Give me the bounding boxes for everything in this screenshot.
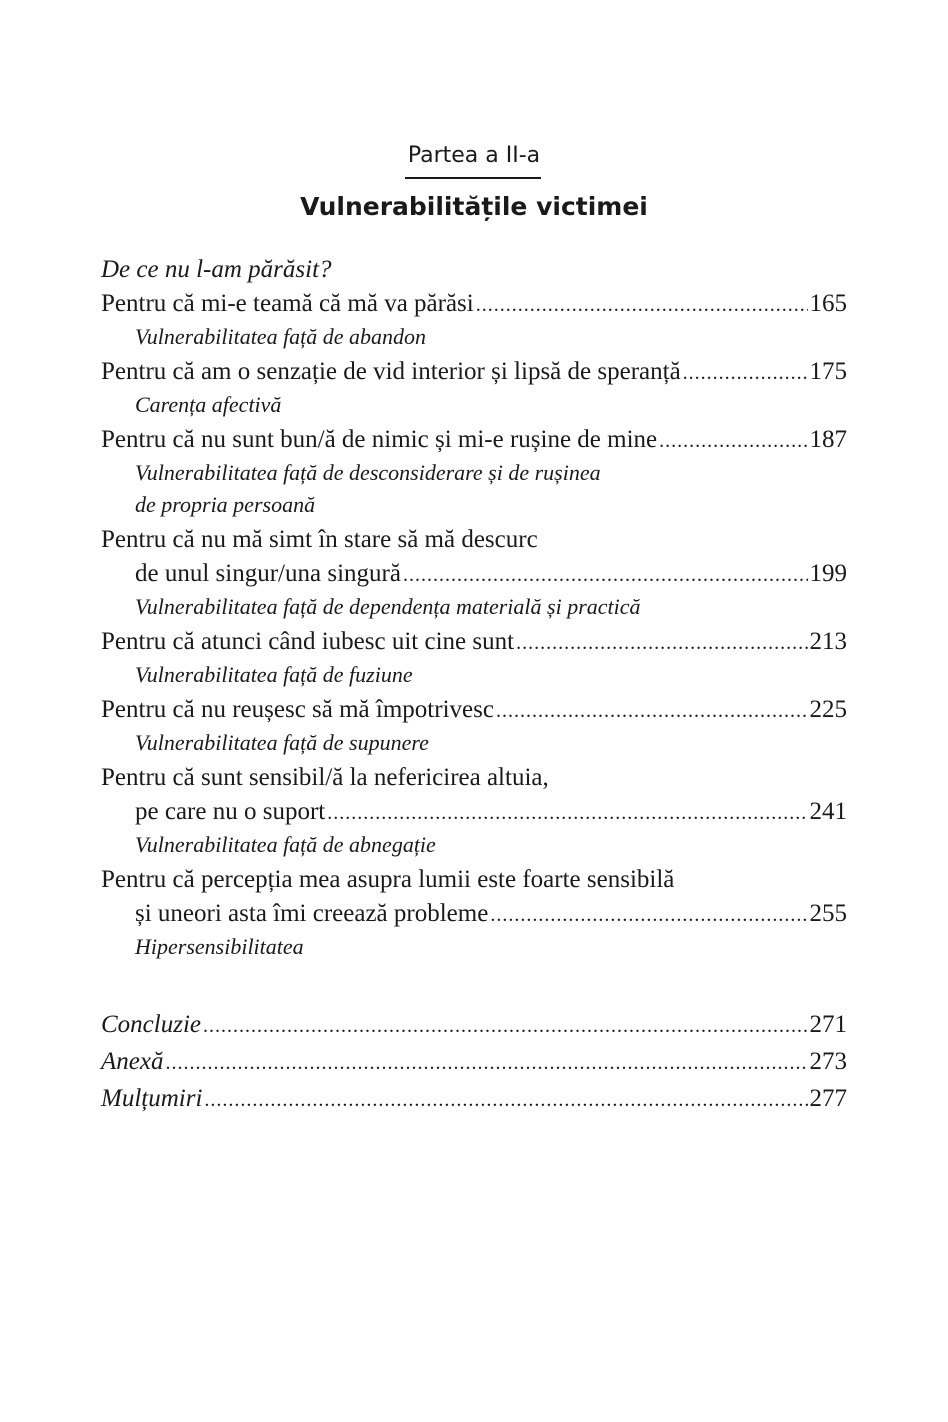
toc-entry-title: Pentru că nu reușesc să mă împotrivesc — [101, 696, 494, 723]
toc-entry-title-continued: și uneori asta îmi creează probleme — [135, 900, 489, 927]
part-heading-rule — [405, 177, 541, 179]
toc-entry-title: Pentru că nu sunt bun/ă de nimic și mi-e rușine de mine — [101, 426, 658, 453]
toc-entry-subtitle: Vulnerabilitatea față de desconsiderare și de rușinea — [135, 460, 601, 485]
toc-entry-title: Anexă — [101, 1048, 164, 1075]
part-heading: Partea a II-a — [407, 143, 541, 168]
page-number: 271 — [809, 1011, 847, 1038]
toc-entry[interactable] — [101, 287, 847, 353]
page-number: 225 — [809, 696, 847, 723]
section-question: De ce nu l-am părăsit? — [101, 256, 332, 283]
toc-entry-subtitle: Vulnerabilitatea față de supunere — [135, 730, 429, 755]
toc-entry-subtitle: Vulnerabilitatea față de abnegație — [135, 832, 436, 857]
dot-leader — [496, 694, 808, 728]
dot-leader — [165, 1045, 807, 1082]
toc-entry[interactable] — [101, 625, 847, 691]
toc-entry-title-continued: de unul singur/una singură — [135, 560, 401, 587]
dot-leader — [683, 356, 808, 390]
dot-leader — [327, 796, 807, 830]
toc-entry-title: Pentru că nu mă simt în stare să mă descurc — [101, 526, 538, 553]
dot-leader — [203, 1008, 808, 1045]
toc-entry-subtitle: Hipersensibilitatea — [135, 934, 304, 959]
page-number: 165 — [809, 290, 847, 317]
toc-entry-subtitle: Vulnerabilitatea față de abandon — [135, 324, 427, 349]
page-number: 241 — [809, 798, 847, 825]
toc-entry[interactable] — [101, 863, 847, 963]
toc-entry[interactable] — [101, 693, 847, 759]
dot-leader — [490, 898, 807, 932]
toc-entry-title: Pentru că atunci când iubesc uit cine sunt — [101, 628, 515, 655]
page-number: 277 — [809, 1085, 847, 1112]
page-number: 213 — [809, 628, 847, 655]
toc-entry[interactable] — [101, 423, 847, 521]
dot-leader — [659, 424, 807, 458]
toc-entry-title: Pentru că mi-e teamă că mă va părăsi — [101, 290, 474, 317]
page-number: 175 — [809, 358, 847, 385]
toc-entry-multumiri[interactable] — [101, 1080, 847, 1117]
toc-entry[interactable] — [101, 523, 847, 623]
toc-entry-title: Pentru că am o senzație de vid interior și lipsă de speranță — [101, 358, 681, 385]
toc-entry-subtitle-continued: de propria persoană — [135, 492, 316, 517]
toc-entry-title: Pentru că percepția mea asupra lumii este foarte sensibilă — [101, 866, 675, 893]
toc-entry[interactable] — [101, 761, 847, 861]
toc-entry-concluzie[interactable] — [101, 1006, 847, 1043]
toc-entry[interactable] — [101, 355, 847, 421]
page-number: 199 — [809, 560, 847, 587]
dot-leader — [476, 288, 808, 322]
dot-leader — [516, 626, 807, 660]
toc-entry-anexa[interactable] — [101, 1043, 847, 1080]
toc-entry-title: Concluzie — [101, 1011, 201, 1038]
dot-leader — [403, 558, 808, 592]
page-number: 255 — [809, 900, 847, 927]
dot-leader — [204, 1082, 807, 1119]
toc-entry-subtitle: Carența afectivă — [135, 392, 282, 417]
page-number: 187 — [809, 426, 847, 453]
toc-entry-title: Pentru că sunt sensibil/ă la nefericirea altuia, — [101, 764, 549, 791]
page-number: 273 — [809, 1048, 847, 1075]
toc-entry-subtitle: Vulnerabilitatea față de dependența materială și practică — [135, 594, 641, 619]
toc-entry-title-continued: pe care nu o suport — [135, 798, 326, 825]
toc-section — [101, 253, 847, 965]
back-matter — [101, 1006, 847, 1117]
page-title: Vulnerabilitățile victimei — [300, 192, 648, 221]
toc-entry-subtitle: Vulnerabilitatea față de fuziune — [135, 662, 413, 687]
toc-entry-title: Mulțumiri — [101, 1085, 203, 1112]
